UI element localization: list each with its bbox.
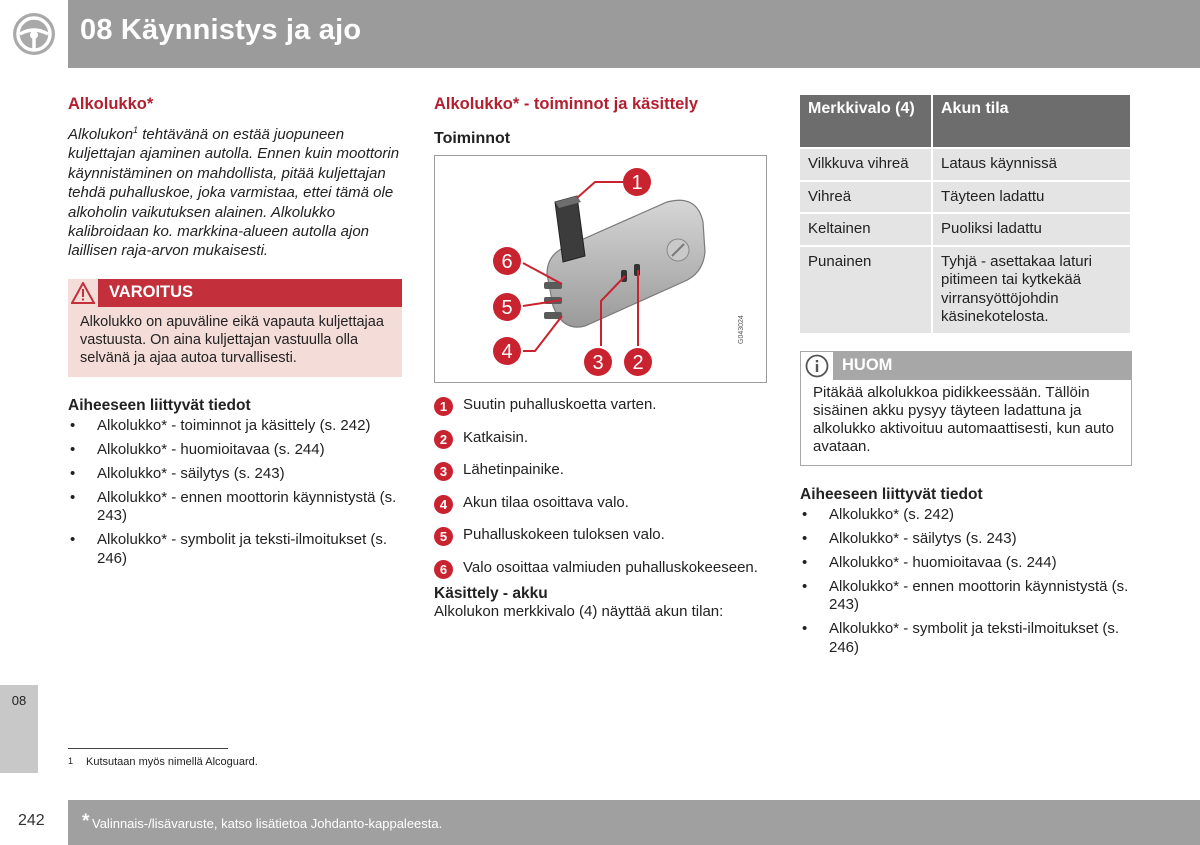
related-link[interactable]: • Alkolukko* - säilytys (s. 243) (70, 464, 285, 482)
related-title: Aiheeseen liittyvät tiedot (800, 485, 983, 503)
star-marker: * (82, 811, 90, 832)
bullet-icon: • (70, 416, 76, 434)
footnote (68, 756, 258, 768)
callout-5 (493, 293, 521, 321)
chapter-title: 08 Käynnistys ja ajo (80, 14, 362, 46)
table-cell: Puoliksi ladattu (933, 214, 1130, 245)
table-cell: Keltainen (800, 214, 931, 245)
related-title: Aiheeseen liittyvät tiedot (68, 396, 251, 414)
table-cell: Punainen (800, 247, 931, 333)
warning-text: Alkolukko on apuväline eikä vapauta kuljettajaa vastuusta. On aina kuljettajan vastuulla olla selvänä ja ajaa autoa turvallisesti. (80, 313, 384, 366)
related-list (800, 506, 1132, 658)
callout-2 (624, 348, 652, 376)
related-link[interactable]: • Alkolukko* - ennen moottorin käynnistystä (s. 243) (70, 488, 397, 525)
battery-status-table (798, 93, 1132, 335)
function-item: 4 Akun tilaa osoittava valo. (434, 494, 769, 513)
related-list (68, 417, 402, 569)
table-cell: Lataus käynnissä (933, 149, 1130, 180)
warning-title: VAROITUS (109, 282, 194, 301)
footer-note: Valinnais-/lisävaruste, katso lisätietoa Johdanto-kappaleesta. (92, 816, 443, 831)
related-link[interactable]: • Alkolukko* (s. 242) (802, 505, 955, 523)
bullet-icon: • (802, 529, 808, 547)
table-header: Merkkivalo (4) (800, 95, 931, 147)
leader-line (523, 316, 562, 351)
chapter-badge (0, 0, 68, 68)
functions-title: Toiminnot (434, 130, 511, 147)
bullet-icon: • (802, 620, 808, 637)
steering-wheel-icon (12, 12, 56, 56)
function-item: 1 Suutin puhalluskoetta varten. (434, 396, 769, 415)
battery-text: Alkolukon merkkivalo (4) näyttää akun tilan: (434, 603, 724, 620)
table-row (800, 149, 1130, 180)
bullet-icon: • (70, 464, 76, 482)
warning-header (68, 279, 402, 307)
function-item: 5 Puhalluskokeen tuloksen valo. (434, 526, 769, 545)
number-badge: 3 (434, 462, 453, 481)
related-link[interactable]: • Alkolukko* - huomioitavaa (s. 244) (70, 440, 325, 458)
table-cell: Täyteen ladattu (933, 182, 1130, 213)
warning-triangle-icon (71, 282, 95, 304)
number-badge: 5 (434, 527, 453, 546)
bullet-icon: • (802, 553, 808, 571)
footnote-ref: 1 (133, 125, 139, 135)
table-row (800, 214, 1130, 245)
warning-box (68, 279, 402, 377)
section-title: Alkolukko* - toiminnot ja käsittely (434, 95, 699, 113)
number-badge: 1 (434, 397, 453, 416)
bullet-icon: • (802, 505, 808, 523)
callout-1 (623, 168, 651, 196)
chapter-header (0, 0, 1200, 68)
bullet-icon: • (70, 488, 76, 506)
table-header: Akun tila (933, 95, 1130, 147)
function-item: 2 Katkaisin. (434, 429, 769, 448)
number-badge: 6 (434, 560, 453, 579)
function-item: 3 Lähetinpainike. (434, 461, 769, 480)
table-cell: Vilkkuva vihreä (800, 149, 931, 180)
warning-icon-bg (68, 279, 98, 307)
svg-text:3: 3 (592, 352, 604, 374)
svg-text:1: 1 (631, 172, 643, 194)
column-functions (434, 95, 769, 622)
table-cell: Vihreä (800, 182, 931, 213)
related-link[interactable]: • Alkolukko* - huomioitavaa (s. 244) (802, 553, 1057, 571)
related-link[interactable]: • Alkolukko* - ennen moottorin käynnistystä (s. 243) (802, 577, 1129, 613)
footnote-number: 1 (68, 756, 74, 766)
related-link[interactable]: • Alkolukko* - säilytys (s. 243) (802, 529, 1017, 547)
number-badge: 4 (434, 495, 453, 514)
section-title: Alkolukko* (68, 95, 154, 113)
svg-text:2: 2 (632, 352, 644, 374)
function-item: 6 Valo osoittaa valmiuden puhalluskokeeseen. (434, 559, 769, 578)
related-link[interactable]: • Alkolukko* - symbolit ja teksti-ilmoitukset (s. 246) (70, 531, 388, 567)
alcolock-figure (434, 155, 767, 383)
footer-bar (68, 800, 1200, 845)
number-badge: 2 (434, 430, 453, 449)
info-icon (805, 354, 829, 378)
figure-code: G043024 (738, 315, 745, 344)
leader-line (577, 182, 626, 198)
side-tab-label: 08 (11, 693, 27, 708)
chapter-side-tab (0, 685, 38, 773)
bullet-icon: • (70, 531, 76, 549)
intro-lead: Alkolukon (68, 126, 134, 143)
intro-body: tehtävänä on estää juopuneen kuljettajan ajaminen autolla. Ennen kuin moottorin käynnistäminen on mahdollista, pitää kuljettajan tehdä puhalluskoe, joka varmistaa, ettei tämä ole alkoholin vaikutuksen alainen. Alkolukko kalibroidaan ko. markkina-alueen autolla ajon laillisen raja-arvon mukaisesti. (68, 126, 400, 260)
alcolock-illustration (435, 156, 768, 384)
function-list (434, 396, 769, 577)
callout-4 (493, 337, 521, 365)
callout-3 (584, 348, 612, 376)
bullet-icon: • (70, 440, 76, 458)
battery-title: Käsittely - akku (434, 585, 548, 602)
note-title: HUOM (842, 355, 893, 374)
table-cell: Tyhjä - asettakaa laturi pitimeen tai kytkekää virransyöttöjohdin käsinekotelosta. (933, 247, 1130, 333)
svg-text:5: 5 (501, 297, 513, 319)
related-link[interactable]: • Alkolukko* - toiminnot ja käsittely (s. 242) (70, 416, 371, 434)
note-box (800, 351, 1132, 466)
table-row (800, 182, 1130, 213)
column-battery-status (800, 95, 1132, 663)
footnote-divider (68, 748, 228, 749)
column-alkolukko (68, 95, 402, 574)
intro-paragraph (68, 121, 402, 261)
page-number: 242 (18, 812, 45, 829)
related-link[interactable]: • Alkolukko* - symbolit ja teksti-ilmoitukset (s. 246) (802, 620, 1120, 656)
svg-text:4: 4 (501, 341, 513, 363)
callout-6 (493, 247, 521, 275)
note-header (801, 352, 1131, 380)
note-icon-bg (801, 352, 833, 380)
svg-text:6: 6 (501, 251, 513, 273)
table-header-row (800, 95, 1130, 147)
footnote-text: Kutsutaan myös nimellä Alcoguard. (86, 756, 258, 768)
bullet-icon: • (802, 577, 808, 595)
note-text: Pitäkää alkolukkoa pidikkeessään. Tällöin sisäinen akku pysyy täyteen ladattuna ja alkolukko aktivoituu automaattisesti, kun auto avataan. (813, 383, 1115, 455)
table-row (800, 247, 1130, 333)
